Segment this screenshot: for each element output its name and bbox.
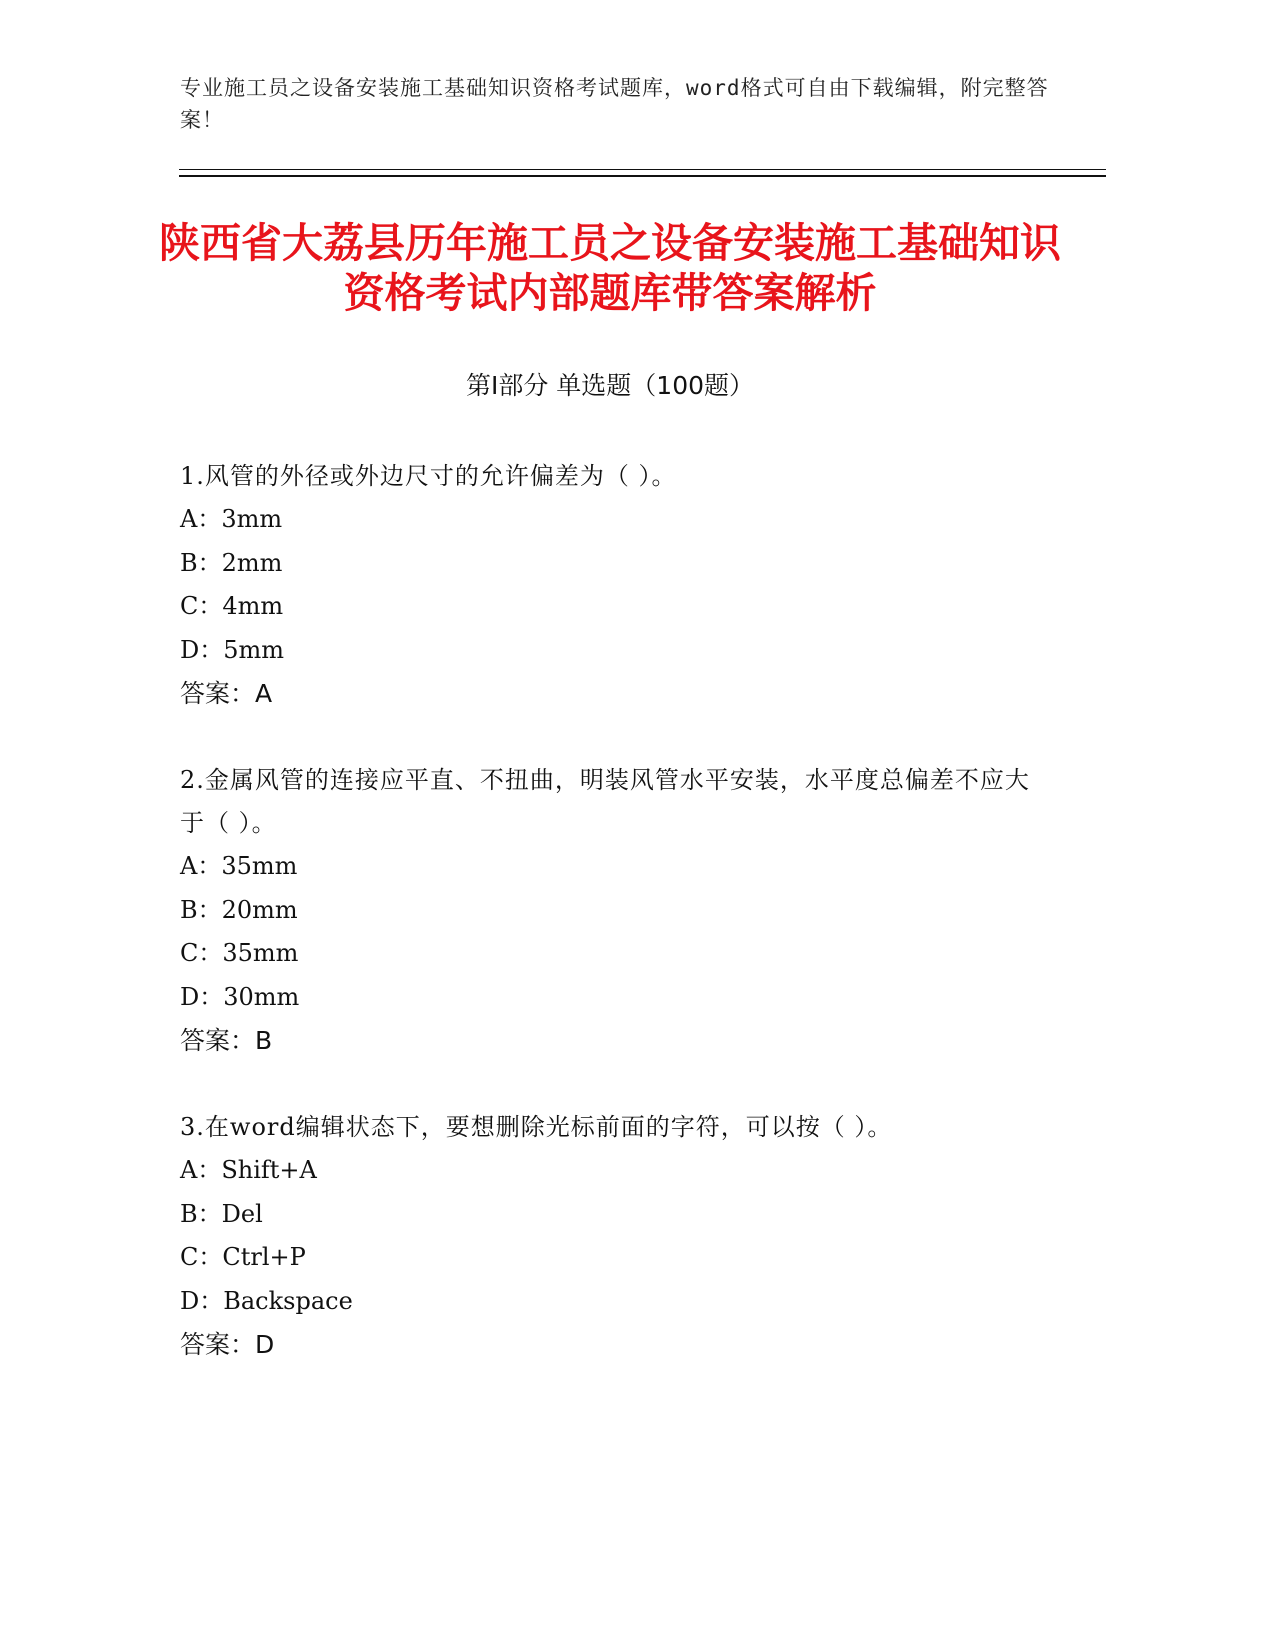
document-title: 陕西省大荔县历年施工员之设备安装施工基础知识资格考试内部题库带答案解析 xyxy=(159,219,1061,317)
option-a: A：3mm xyxy=(180,505,283,533)
question-stem: 3.在word编辑状态下，要想删除光标前面的字符，可以按（ ）。 xyxy=(180,1112,893,1141)
question-1 xyxy=(180,455,1040,716)
section-title: 第Ⅰ部分 单选题（100题） xyxy=(465,371,755,400)
answer: 答案：D xyxy=(180,1330,275,1360)
question-list xyxy=(180,455,1040,1367)
option-d: D：5mm xyxy=(180,635,285,664)
question-stem: 2.金属风管的连接应平直、不扭曲，明装风管水平安装，水平度总偏差不应大于（ ）。 xyxy=(180,765,1030,837)
answer: 答案：A xyxy=(180,679,273,709)
question-spacer xyxy=(180,1063,1040,1106)
option-b: B：20mm xyxy=(180,895,298,924)
question-2 xyxy=(180,759,1040,1063)
question-3 xyxy=(180,1106,1040,1367)
option-d: D：30mm xyxy=(180,982,300,1011)
question-stem: 1.风管的外径或外边尺寸的允许偏差为（ ）。 xyxy=(180,462,677,490)
option-a: A：Shift+A xyxy=(180,1155,317,1184)
option-d: D：Backspace xyxy=(180,1286,353,1315)
option-c: C：Ctrl+P xyxy=(180,1243,306,1272)
option-a: A：35mm xyxy=(180,851,298,880)
header-divider-thin xyxy=(179,169,1106,170)
option-c: C：35mm xyxy=(180,939,299,968)
option-b: B：2mm xyxy=(180,548,283,577)
header-note: 专业施工员之设备安装施工基础知识资格考试题库，word格式可自由下载编辑，附完整答案！ xyxy=(180,76,1049,132)
question-spacer xyxy=(180,716,1040,759)
option-b: B：Del xyxy=(180,1199,263,1228)
header-divider-thick xyxy=(179,175,1106,177)
option-c: C：4mm xyxy=(180,592,284,621)
answer: 答案：B xyxy=(180,1026,273,1056)
